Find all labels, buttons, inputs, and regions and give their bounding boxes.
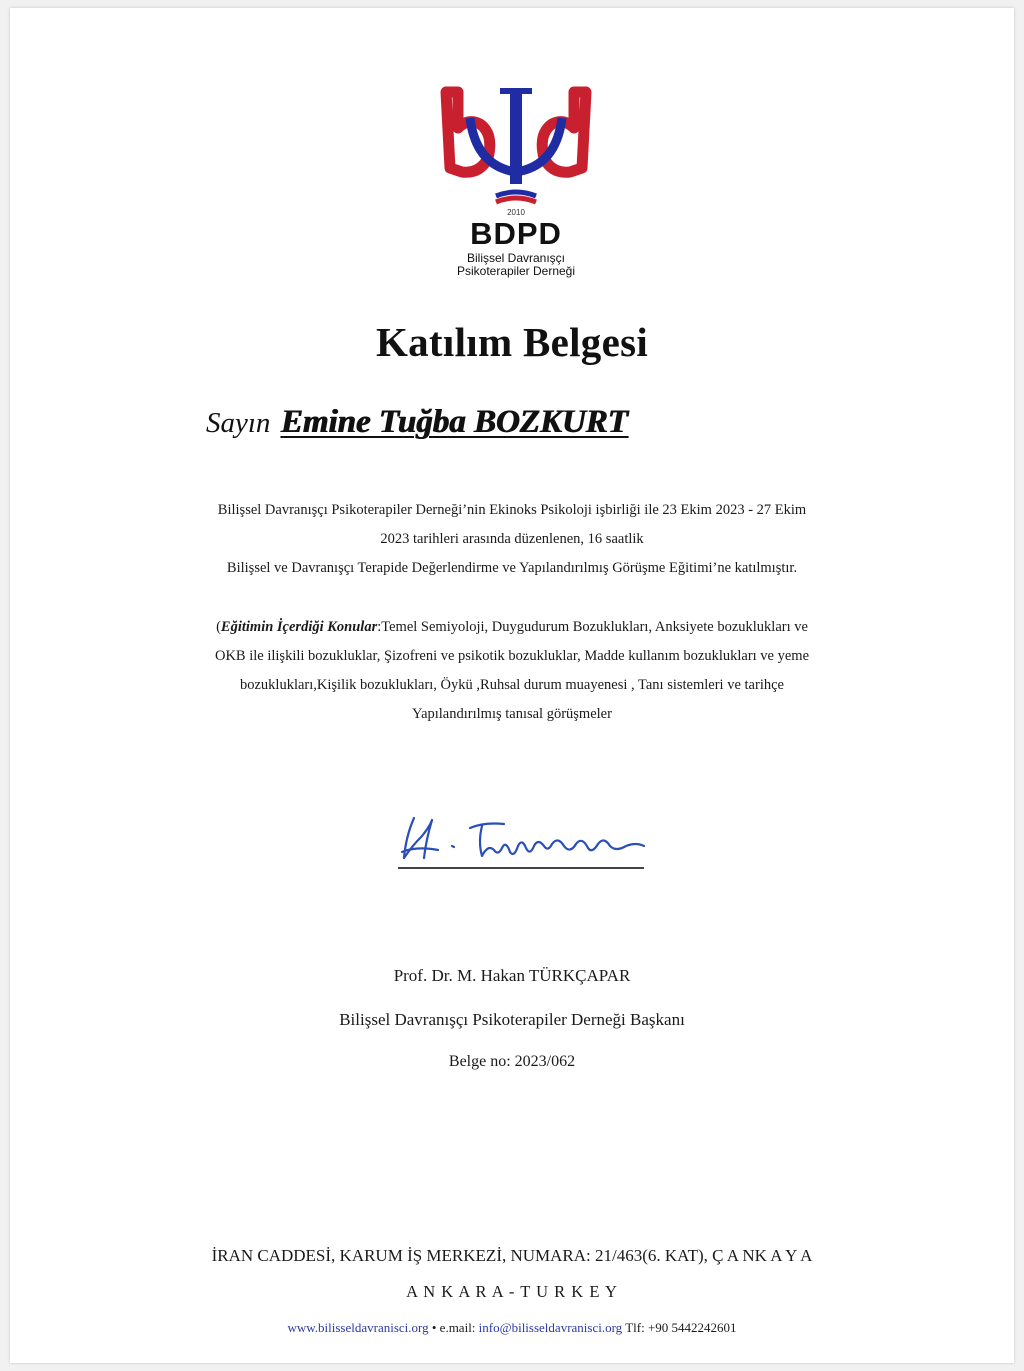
salutation: Sayın <box>206 407 271 439</box>
topics-text: :Temel Semiyoloji, Duygudurum Bozuklukları, Anksiyete bozuklukları ve <box>377 619 808 635</box>
recipient-line <box>206 404 628 441</box>
document-number: Belge no: 2023/062 <box>448 1053 576 1070</box>
logo-acronym: BDPD <box>470 216 562 251</box>
bdpd-emblem-icon <box>436 84 596 214</box>
participation-paragraph <box>150 496 874 583</box>
paragraph-line: Bilişsel ve Davranışçı Terapide Değerlendirme ve Yapılandırılmış Görüşme Eğitimi’ne katılmıştır. <box>226 560 798 576</box>
topics-line: OKB ile ilişkili bozukluklar, Şizofreni ve psikotik bozukluklar, Madde kullanım bozuklukları ve yeme <box>214 648 810 664</box>
footer-contact <box>0 1320 1024 1336</box>
logo-year: 2010 <box>507 208 525 217</box>
logo-name-line2: Psikoterapiler Derneği <box>456 264 576 278</box>
recipient-name: Emine Tuğba BOZKURT <box>280 404 628 440</box>
handwritten-signature <box>392 806 652 882</box>
footer-city: A N K A R A - T U R K E Y <box>406 1282 618 1301</box>
topics-line: Yapılandırılmış tanısal görüşmeler <box>412 706 612 722</box>
phone-number: Tlf: +90 5442242601 <box>625 1320 737 1335</box>
logo-name-line1: Bilişsel Davranışçı <box>466 251 566 265</box>
footer-address: İRAN CADDESİ, KARUM İŞ MERKEZİ, NUMARA: 21/463(6. KAT), Ç A NK A Y A <box>211 1246 813 1265</box>
signatory-name: Prof. Dr. M. Hakan TÜRKÇAPAR <box>393 966 631 985</box>
bdpd-logo <box>436 84 596 294</box>
paragraph-line: 2023 tarihleri arasında düzenlenen, 16 saatlik <box>380 531 644 547</box>
topics-first-line <box>150 613 874 642</box>
email-label: • e.mail: <box>431 1320 476 1335</box>
website-link[interactable]: www.bilisseldavranisci.org <box>287 1320 429 1335</box>
email-link[interactable]: info@bilisseldavranisci.org <box>478 1320 623 1335</box>
signatory-role: Bilişsel Davranışçı Psikoterapiler Derneği Başkanı <box>339 1010 685 1029</box>
paragraph-line: Bilişsel Davranışçı Psikoterapiler Derneği’nin Ekinoks Psikoloji işbirliği ile 23 Ekim 2023 - 27 Ekim <box>217 502 807 518</box>
topics-line: bozuklukları,Kişilik bozuklukları, Öykü ,Ruhsal durum muayenesi , Tanı sistemleri ve tarihçe <box>240 677 784 693</box>
certificate-title: Katılım Belgesi <box>375 319 649 365</box>
training-topics <box>150 613 874 729</box>
topics-open-paren: ( <box>216 619 221 635</box>
topics-label: Eğitimin İçerdiği Konular <box>220 619 378 635</box>
